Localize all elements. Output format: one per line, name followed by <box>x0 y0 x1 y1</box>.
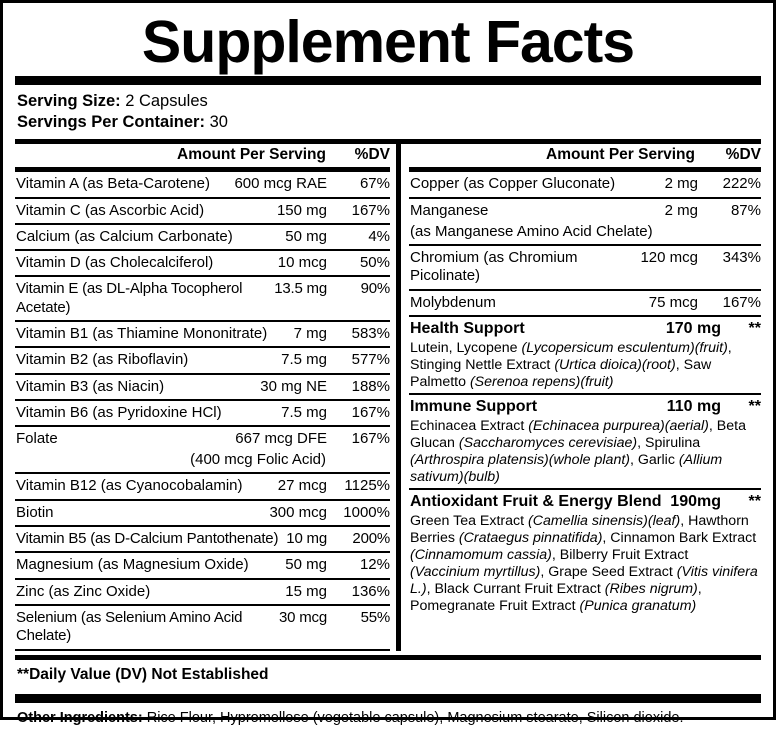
nutrient-name: Vitamin E (as DL-Alpha Tocopherol Acetate) <box>16 280 243 316</box>
left-amount-header: Amount Per Serving <box>177 146 326 164</box>
manganese-subline: (as Manganese Amino Acid Chelate) <box>410 222 653 240</box>
nutrient-name: Vitamin B5 (as D-Calcium Pantothenate) <box>16 530 279 548</box>
nutrient-dv: 4% <box>368 227 390 245</box>
blend-dv: ** <box>748 493 761 511</box>
table-row <box>15 501 390 527</box>
nutrient-dv: 90% <box>360 280 390 298</box>
other-ingredients-value: Rice Flour, Hypromellose (vegetable capsule), Magnesium stearate, Silicon dioxide. <box>142 709 684 726</box>
nutrient-amount: 50 mg <box>285 227 327 245</box>
nutrient-dv: 1000% <box>343 503 390 521</box>
nutrient-amount: 2 mg <box>664 175 698 193</box>
nutrient-dv: 12% <box>359 556 390 574</box>
left-column-header <box>15 144 390 167</box>
title-divider <box>15 76 761 85</box>
table-row <box>15 553 390 579</box>
blend-amount: 190mg <box>670 493 721 511</box>
table-row <box>15 474 390 500</box>
nutrient-amount: 10 mcg <box>277 254 327 272</box>
nutrient-amount: 600 mcg RAE <box>234 175 327 193</box>
other-ingredients-label: Other Ingredients: <box>17 709 143 726</box>
table-row <box>15 401 390 427</box>
blend-dv: ** <box>748 320 761 337</box>
nutrient-name: Vitamin B6 (as Pyridoxine HCl) <box>16 403 222 421</box>
nutrient-dv: 583% <box>351 325 390 342</box>
nutrient-dv: 343% <box>722 249 761 267</box>
left-dv-header: %DV <box>354 146 390 164</box>
nutrient-dv: 167% <box>722 293 761 311</box>
blend-health-support <box>409 317 761 393</box>
blend-header <box>410 320 761 338</box>
blend-ingredients: Lutein, Lycopene (Lycopersicum esculentum)(fruit), Stinging Nettle Extract (Urtica dioica)(root), Saw Palmetto (Serenoa repens)(fruit) <box>410 340 732 391</box>
nutrient-amount: 27 mcg <box>277 477 327 495</box>
nutrient-name: Zinc (as Zinc Oxide) <box>16 582 151 600</box>
table-row <box>15 580 390 606</box>
nutrient-dv: 167% <box>351 403 390 421</box>
table-row <box>15 348 390 374</box>
page-title: Supplement Facts <box>141 9 635 75</box>
nutrient-name: Copper (as Copper Gluconate) <box>410 175 616 193</box>
nutrient-name: Vitamin B2 (as Riboflavin) <box>16 351 189 369</box>
blend-ingredients: Echinacea Extract (Echinacea purpurea)(aerial), Beta Glucan (Saccharomyces cerevisiae), Spirulina (Arthrospira platensis)(whole plant), Garlic (Allium sativum)(bulb) <box>410 418 746 486</box>
blend-header <box>410 398 761 416</box>
nutrient-dv: 222% <box>722 175 761 193</box>
nutrient-name: Calcium (as Calcium Carbonate) <box>16 227 233 245</box>
nutrient-name: Molybdenum <box>410 293 496 311</box>
nutrient-amount: 15 mg <box>285 582 327 600</box>
nutrient-dv: 1125% <box>344 477 390 495</box>
table-row <box>409 246 761 291</box>
blend-amount: 170 mg <box>665 320 721 337</box>
servings-per-container-line <box>17 112 761 133</box>
nutrient-name: Vitamin B12 (as Cyanocobalamin) <box>16 477 243 495</box>
serving-size-line <box>17 91 761 112</box>
table-row <box>15 225 390 251</box>
table-row <box>409 291 761 317</box>
blend-immune-support <box>409 395 761 488</box>
blend-dv: ** <box>748 398 761 416</box>
blend-header <box>410 493 761 511</box>
serving-size-label: Serving Size: <box>17 92 121 110</box>
nutrient-name: Magnesium (as Magnesium Oxide) <box>16 556 249 574</box>
nutrient-amount: 120 mcg <box>640 249 698 267</box>
table-row <box>409 172 761 198</box>
right-amount-header: Amount Per Serving <box>546 146 695 164</box>
blend-name: Health Support <box>410 320 525 337</box>
nutrient-amount: 300 mcg <box>269 503 327 521</box>
table-row <box>15 172 390 198</box>
table-row <box>15 251 390 277</box>
right-column-header <box>409 144 761 167</box>
table-row <box>15 199 390 225</box>
blend-antioxidant-fruit-energy <box>409 490 761 617</box>
servings-per-container-label: Servings Per Container: <box>17 113 205 132</box>
nutrient-dv: 87% <box>730 201 761 219</box>
nutrient-dv: 577% <box>351 351 390 369</box>
nutrient-dv: 67% <box>359 175 390 193</box>
blend-name: Antioxidant Fruit & Energy Blend <box>410 493 662 511</box>
left-column <box>15 144 396 650</box>
table-row <box>409 199 761 223</box>
right-dv-header: %DV <box>725 146 761 164</box>
nutrient-amount: 2 mg <box>664 201 698 219</box>
servings-per-container-value: 30 <box>204 113 228 132</box>
nutrient-dv: 55% <box>360 608 390 626</box>
nutrient-amount: 667 mcg DFE <box>235 430 327 448</box>
nutrient-name: Manganese <box>410 201 489 219</box>
nutrient-name: Vitamin B3 (as Niacin) <box>16 377 165 395</box>
nutrient-amount: 7.5 mg <box>281 403 327 421</box>
manganese-subline-row <box>409 223 761 246</box>
blend-amount: 110 mg <box>666 398 721 416</box>
nutrient-dv: 167% <box>351 430 390 448</box>
nutrient-name: Vitamin D (as Cholecalciferol) <box>16 254 214 272</box>
nutrient-amount: 30 mcg <box>279 608 327 626</box>
nutrient-dv: 200% <box>352 530 390 548</box>
nutrient-name: Chromium (as Chromium Picolinate) <box>410 249 578 285</box>
serving-info <box>17 91 761 133</box>
table-row <box>15 606 390 651</box>
nutrient-amount: 13.5 mg <box>274 280 327 298</box>
nutrient-name: Vitamin C (as Ascorbic Acid) <box>16 201 205 219</box>
folate-subline: (400 mcg Folic Acid) <box>15 451 390 474</box>
other-ingredients <box>15 703 761 731</box>
blend-ingredients: Green Tea Extract (Camellia sinensis)(leaf), Hawthorn Berries (Crataegus pinnatifida), Cinnamon Bark Extract (Cinnamomum cassia), Bilberry Fruit Extract (Vaccinium myrtillus), Grape Seed Extract (Vitis vinifera L.), Black Currant Fruit Extract (Ribes nigrum), Pomegranate Fruit Extract (Punica granatum) <box>410 513 758 615</box>
nutrient-dv: 188% <box>351 377 390 395</box>
table-row <box>15 277 390 322</box>
table-row <box>15 322 390 348</box>
nutrient-dv: 136% <box>351 582 390 600</box>
nutrient-amount: 50 mg <box>285 556 327 574</box>
facts-columns <box>15 144 761 650</box>
serving-size-value: 2 Capsules <box>120 92 208 110</box>
nutrient-amount: 10 mg <box>286 530 327 548</box>
nutrient-name: Vitamin A (as Beta-Carotene) <box>16 175 210 193</box>
table-row <box>15 427 390 451</box>
nutrient-name: Vitamin B1 (as Thiamine Mononitrate) <box>16 325 268 342</box>
nutrient-amount: 75 mcg <box>648 293 698 311</box>
table-row <box>15 375 390 401</box>
nutrient-amount: 7 mg <box>293 325 327 342</box>
footnote-bottom-divider <box>15 694 761 703</box>
nutrient-dv: 167% <box>351 201 390 219</box>
nutrient-amount: 150 mg <box>276 201 327 219</box>
right-column <box>401 144 761 650</box>
daily-value-footnote: **Daily Value (DV) Not Established <box>17 665 269 683</box>
blend-name: Immune Support <box>410 398 538 416</box>
nutrient-amount: 30 mg NE <box>260 377 327 395</box>
nutrient-name: Biotin <box>16 503 54 521</box>
nutrient-amount: 7.5 mg <box>281 351 327 369</box>
nutrient-name: Folate <box>16 430 58 448</box>
nutrient-dv: 50% <box>359 254 390 272</box>
nutrient-name: Selenium (as Selenium Amino Acid Chelate) <box>16 608 243 645</box>
table-row <box>15 527 390 553</box>
